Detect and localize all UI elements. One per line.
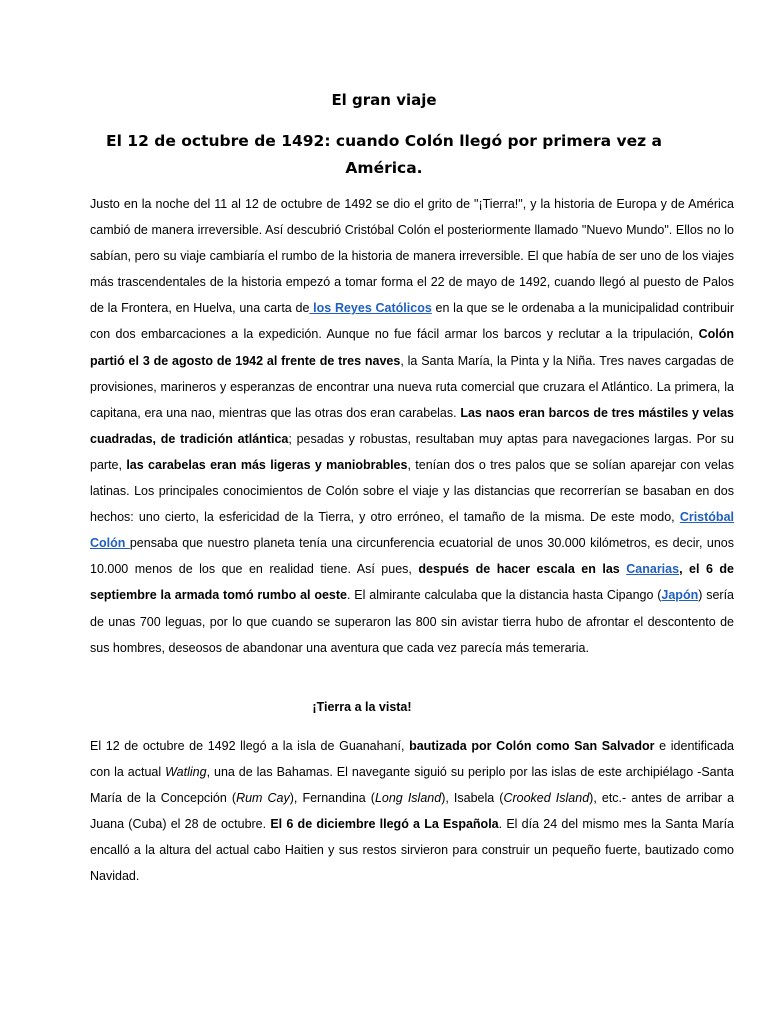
bold-run: Colón partió el 3 de agosto de 1942 al frente de tres naves [90, 327, 734, 368]
link-japon[interactable]: Japón [661, 588, 699, 603]
document-subtitle: El 12 de octubre de 1492: cuando Colón llegó por primera vez a América. [106, 132, 662, 177]
text-run: . El día 24 del mismo mes la Santa María encalló a la altura del actual cabo Haitien y sus restos sirvieron para construir un pequeño fuerte, bautizado como Navidad. [90, 817, 734, 884]
italic-run: Long Island [374, 791, 442, 806]
text-run: ), Isabela ( [441, 791, 504, 806]
italic-run: Crooked Island [503, 791, 590, 806]
bold-run: bautizada por Colón como San Salvador [409, 739, 655, 753]
text-run: , la Santa María, la Pinta y la Niña. Tres naves cargadas de provisiones, marineros y esperanzas de encontrar una nueva ruta comercial que cruzara el Atlántico. La primera, la capitana, era una nao, mientras que las otras dos eran carabelas. [90, 353, 735, 420]
document-title: El gran viaje [331, 91, 437, 109]
italic-run: Watling [165, 765, 207, 780]
text-run: , una de las Bahamas. El navegante siguió su periplo por las islas de este archipiélago -Santa María de la Concepción ( [90, 765, 734, 806]
link-cristobal-colon[interactable]: Cristóbal Colón [90, 510, 734, 551]
text-run: en la que se le ordenaba a la municipalidad contribuir con dos embarcaciones a la expedición. Aunque no fue fácil armar los barcos y reclutar a la tripulación, [90, 301, 734, 342]
link-reyes-catolicos[interactable]: los Reyes Católicos [309, 301, 432, 316]
bold-run: , el 6 de septiembre la armada tomó rumbo al oeste [90, 562, 734, 603]
text-run: , tenían dos o tres palos que se solían aparejar con velas latinas. Los principales conocimientos de Colón sobre el viaje y las distancias que recorrerían se basaban en dos hechos: uno cierto, la esfericidad de la Tierra, y otro erróneo, el tamaño de la misma. De este modo, [90, 457, 734, 525]
text-run: ), Fernandina ( [289, 791, 375, 806]
body-paragraph-1 [90, 191, 734, 661]
bold-run: después de hacer escala en las [418, 562, 627, 577]
text-run: El 12 de octubre de 1492 llegó a la isla de Guanahaní, [90, 739, 410, 753]
text-run: pensaba que nuestro planeta tenía una circunferencia ecuatorial de unos 30.000 kilómetros, es decir, unos 10.000 menos de los que en realidad tiene. Así pues, [90, 536, 734, 577]
bold-run: las carabelas eran más ligeras y maniobrables [126, 457, 408, 472]
text-run: ) sería de unas 700 leguas, por lo que cuando se superaron las 800 sin avistar tierra hubo de afrontar el descontento de sus hombres, deseosos de abandonar una aventura que cada vez parecía más temeraria. [90, 588, 734, 655]
link-canarias[interactable]: Canarias [626, 562, 680, 577]
italic-run: Rum Cay [236, 791, 290, 806]
text-run: Justo en la noche del 11 al 12 de octubre de 1492 se dio el grito de "¡Tierra!", y la historia de Europa y de América cambió de manera irreversible. Así descubrió Cristóbal Colón el posteriormente llamado "Nuevo Mundo". Ellos no lo sabían, pero su viaje cambiaría el rumbo de la historia de manera irreversible. El que había de ser uno de los viajes más trascendentales de la historia empezó a tomar forma el 22 de mayo de 1492, cuando llegó al puesto de Palos de la Frontera, en Huelva, una carta de [90, 197, 734, 316]
text-run: . El almirante calculaba que la distancia hasta Cipango ( [347, 588, 662, 603]
bold-run: Las naos eran barcos de tres mástiles y velas cuadradas, de tradición atlántica [90, 405, 734, 446]
bold-run: El 6 de diciembre llegó a La Española [270, 817, 499, 832]
section-heading: ¡Tierra a la vista! [312, 700, 412, 714]
body-paragraph-2 [90, 733, 734, 890]
text-run: e identificada con la actual [90, 739, 734, 780]
text-run: ), etc.- antes de arribar a Juana (Cuba) el 28 de octubre. [90, 791, 735, 832]
text-run: ; pesadas y robustas, resultaban muy aptas para navegaciones largas. Por su parte, [90, 431, 734, 472]
